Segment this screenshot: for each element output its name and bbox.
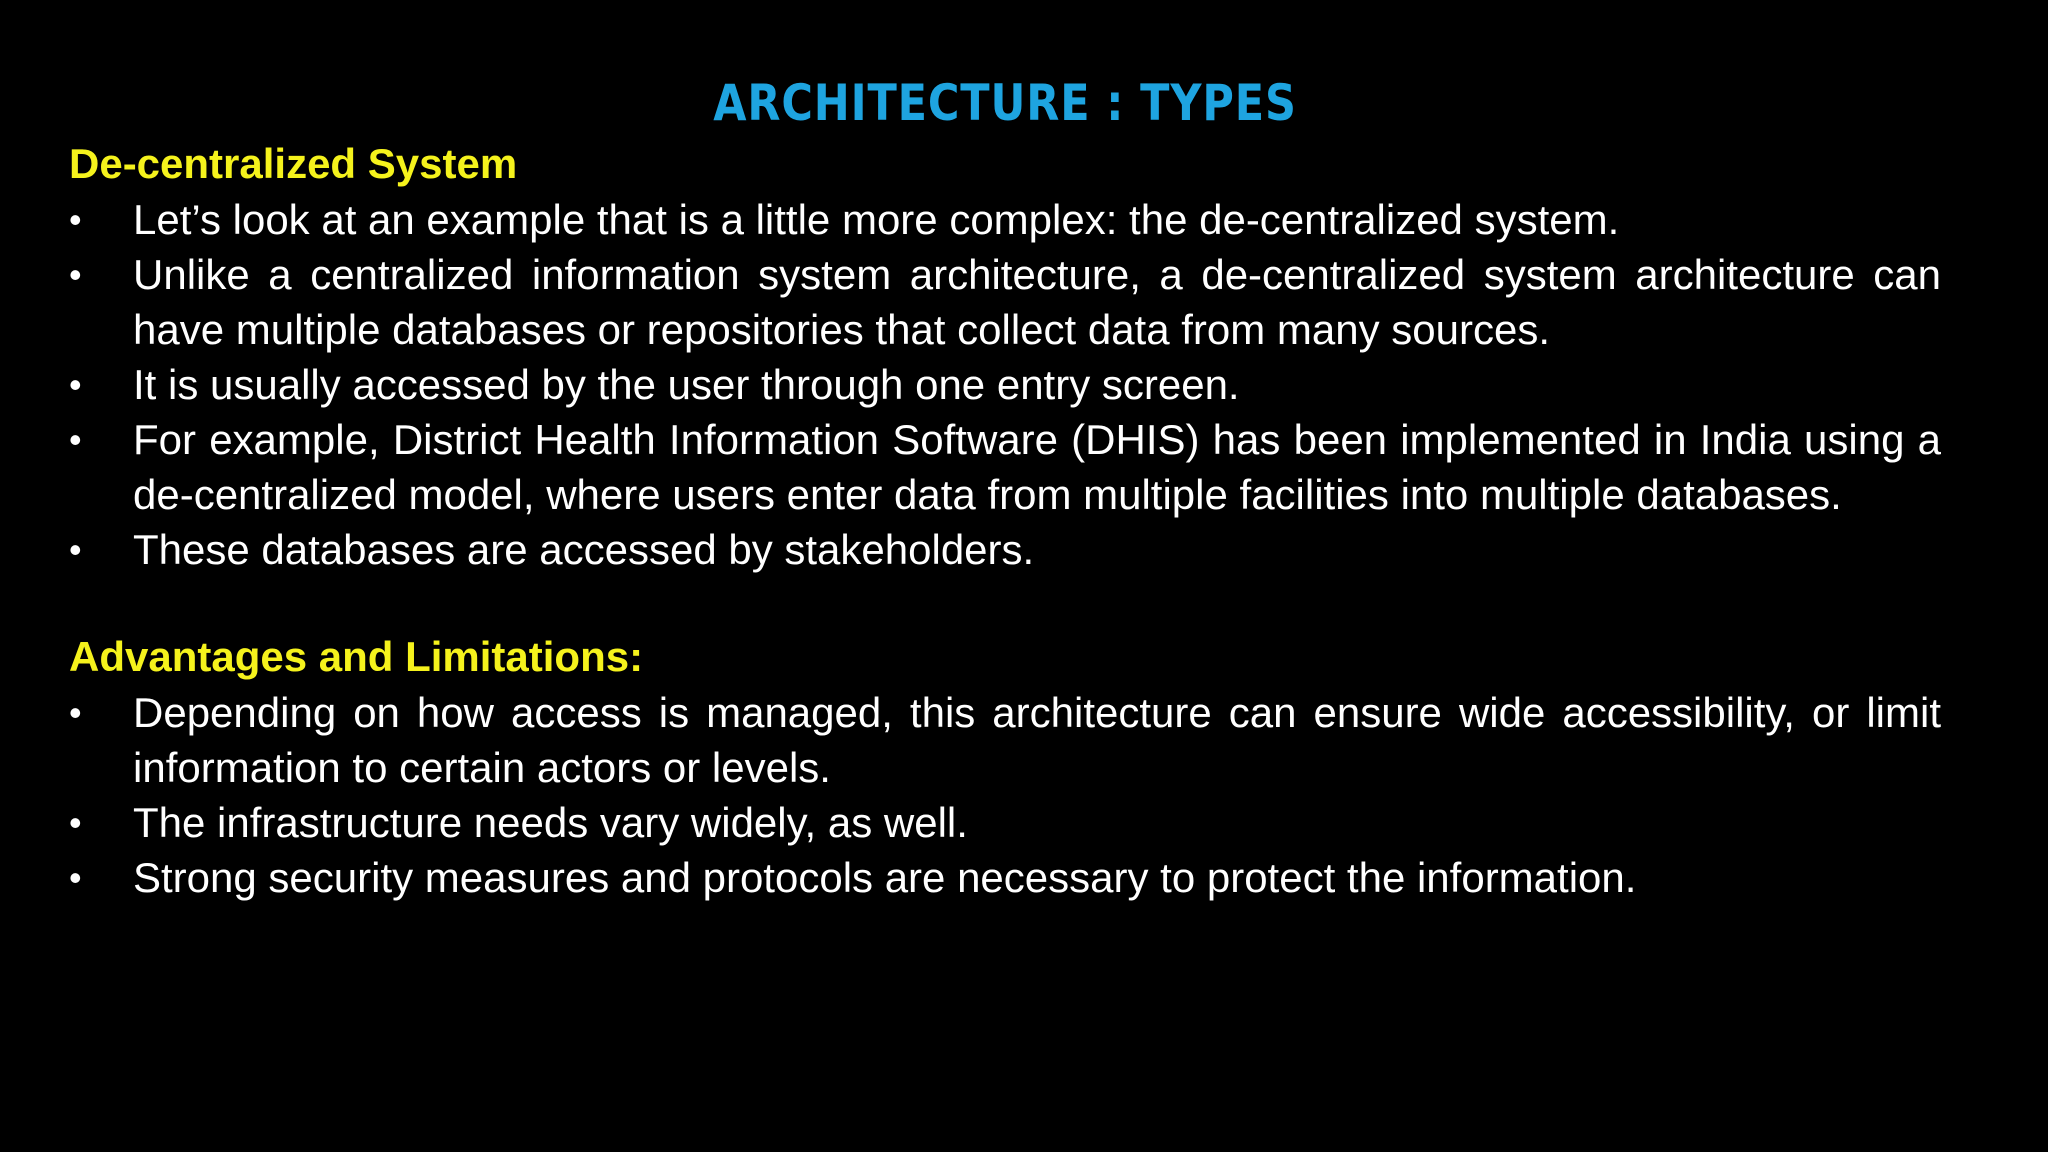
- list-item: [69, 357, 1941, 412]
- slide-content: [69, 136, 1941, 905]
- bullet-icon: •: [69, 364, 82, 405]
- list-item: [69, 412, 1941, 522]
- section-advantages-limitations: [69, 629, 1941, 905]
- section-heading: Advantages and Limitations:: [69, 633, 644, 680]
- bullet-icon: •: [69, 857, 82, 898]
- bullet-icon: •: [69, 802, 82, 843]
- section-heading: De-centralized System: [69, 140, 518, 187]
- bullet-list: [69, 192, 1941, 577]
- list-item: [69, 247, 1941, 357]
- list-item-text: For example, District Health Information Software (DHIS) has been implemented in India using a de-centralized model, where users enter data from multiple facilities into multiple databases.: [133, 416, 1941, 518]
- bullet-icon: •: [69, 529, 82, 570]
- list-item-text: Let’s look at an example that is a little more complex: the de-centralized system.: [133, 196, 1620, 243]
- bullet-icon: •: [69, 692, 82, 733]
- bullet-icon: •: [69, 199, 82, 240]
- list-item: [69, 192, 1941, 247]
- list-item-text: It is usually accessed by the user through one entry screen.: [133, 361, 1240, 408]
- list-item-text: The infrastructure needs vary widely, as well.: [133, 799, 968, 846]
- list-item: [69, 522, 1941, 577]
- bullet-icon: •: [69, 419, 82, 460]
- section-spacer: [69, 577, 1941, 629]
- section-decentralized-system: [69, 136, 1941, 577]
- list-item: [69, 795, 1941, 850]
- list-item: [69, 850, 1941, 905]
- list-item-text: Depending on how access is managed, this architecture can ensure wide accessibility, or limit information to certain actors or levels.: [133, 689, 1941, 791]
- slide-title: ARCHITECTURE : TYPES: [713, 74, 1297, 132]
- list-item-text: Strong security measures and protocols are necessary to protect the information.: [133, 854, 1637, 901]
- list-item-text: These databases are accessed by stakeholders.: [133, 526, 1035, 573]
- bullet-list: [69, 685, 1941, 905]
- list-item: [69, 685, 1941, 795]
- bullet-icon: •: [69, 254, 82, 295]
- list-item-text: Unlike a centralized information system architecture, a de-centralized system architecture can have multiple databases or repositories that collect data from many sources.: [133, 251, 1941, 353]
